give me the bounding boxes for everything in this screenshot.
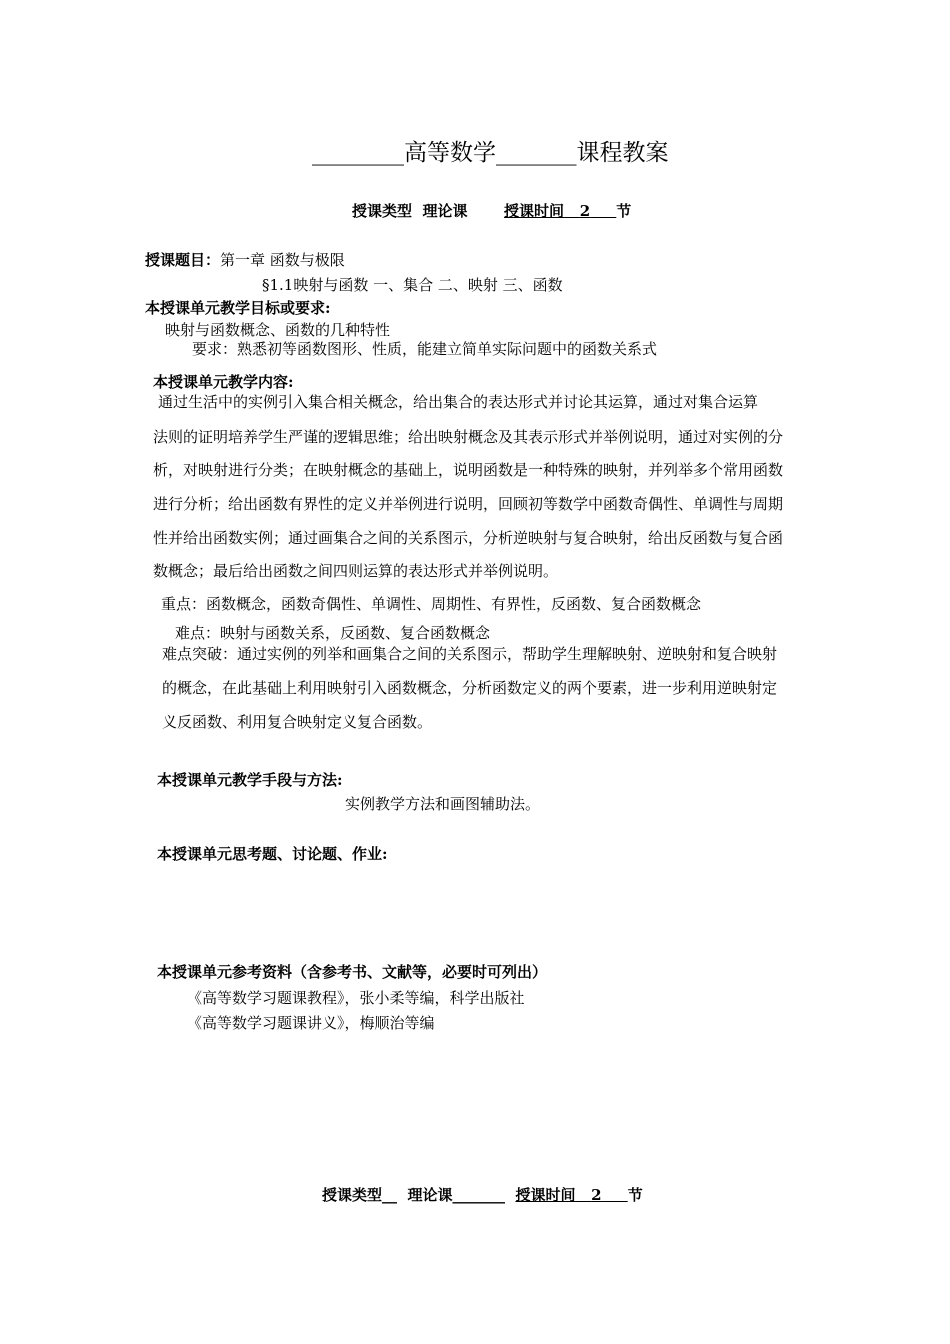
title-suffix: 课程教案 — [576, 140, 669, 166]
class-info-bottom — [322, 1184, 643, 1205]
breakthrough-line: 的概念，在此基础上利用映射引入函数概念，分析函数定义的两个要素，进一步利用逆映射定 — [162, 679, 778, 697]
class-time-label: 授课时间 — [504, 202, 565, 220]
class-info-top — [352, 200, 631, 221]
objectives-line1: 映射与函数概念、函数的几种特性 — [165, 321, 391, 339]
topic-chapter: 第一章 函数与极限 — [220, 251, 345, 269]
topic-line — [145, 249, 345, 270]
content-line: 析，对映射进行分类；在映射概念的基础上，说明函数是一种特殊的映射，并列举多个常用函数 — [153, 461, 784, 479]
key-points: 重点：函数概念，函数奇偶性、单调性、周期性、有界性，反函数、复合函数概念 — [161, 595, 702, 613]
content-heading: 本授课单元教学内容: — [153, 373, 294, 391]
topic-sections: §1.1映射与函数 一、集合 二、映射 三、函数 — [262, 276, 563, 294]
title-blank-left: ________ — [312, 140, 404, 166]
reference-item: 《高等数学习题课教程》，张小柔等编，科学出版社 — [187, 989, 525, 1007]
objectives-line2: 要求：熟悉初等函数图形、性质，能建立简单实际问题中的函数关系式 — [192, 340, 658, 358]
class-type-value: 理论课 — [407, 1186, 453, 1204]
content-line: 进行分析；给出函数有界性的定义并举例进行说明，回顾初等数学中函数奇偶性、单调性与周期 — [153, 495, 784, 513]
class-type-value: 理论课 — [422, 202, 468, 220]
methods-heading: 本授课单元教学手段与方法: — [157, 771, 343, 789]
content-line: 法则的证明培养学生严谨的逻辑思维；给出映射概念及其表示形式并举例说明，通过对实例的分 — [153, 428, 784, 446]
content-line: 性并给出函数实例；通过画集合之间的关系图示，分析逆映射与复合映射，给出反函数与复合函 — [153, 529, 784, 547]
objectives-heading: 本授课单元教学目标或要求: — [145, 299, 331, 317]
title-blank-right: _______ — [496, 140, 577, 166]
class-type-blank2: _______ — [452, 1186, 505, 1204]
methods-text: 实例教学方法和画图辅助法。 — [345, 795, 541, 813]
page-title — [312, 134, 669, 167]
class-time-label: 授课时间 — [515, 1186, 576, 1204]
class-type-blank: __ — [382, 1186, 398, 1204]
class-time-unit: 节 — [616, 202, 632, 220]
title-course: 高等数学 — [404, 140, 496, 166]
content-line: 数概念；最后给出函数之间四则运算的表达形式并举例说明。 — [153, 562, 559, 580]
references-heading: 本授课单元参考资料（含参考书、文献等，必要时可列出） — [157, 963, 548, 981]
class-time-value: 2 — [579, 202, 591, 220]
class-type-label: 授课类型 — [352, 202, 413, 220]
homework-heading: 本授课单元思考题、讨论题、作业: — [157, 845, 388, 863]
class-type-label: 授课类型 — [322, 1186, 383, 1204]
class-time-unit: 节 — [627, 1186, 643, 1204]
class-time-value: 2 — [591, 1186, 602, 1204]
breakthrough-line: 难点突破：通过实例的列举和画集合之间的关系图示，帮助学生理解映射、逆映射和复合映射 — [162, 645, 778, 663]
topic-label: 授课题目： — [145, 251, 221, 269]
reference-item: 《高等数学习题课讲义》，梅顺治等编 — [187, 1014, 435, 1032]
breakthrough-line: 义反函数、利用复合映射定义复合函数。 — [162, 713, 433, 731]
content-line: 通过生活中的实例引入集合相关概念，给出集合的表达形式并讨论其运算，通过对集合运算 — [158, 393, 759, 411]
difficulties: 难点：映射与函数关系，反函数、复合函数概念 — [175, 624, 491, 642]
